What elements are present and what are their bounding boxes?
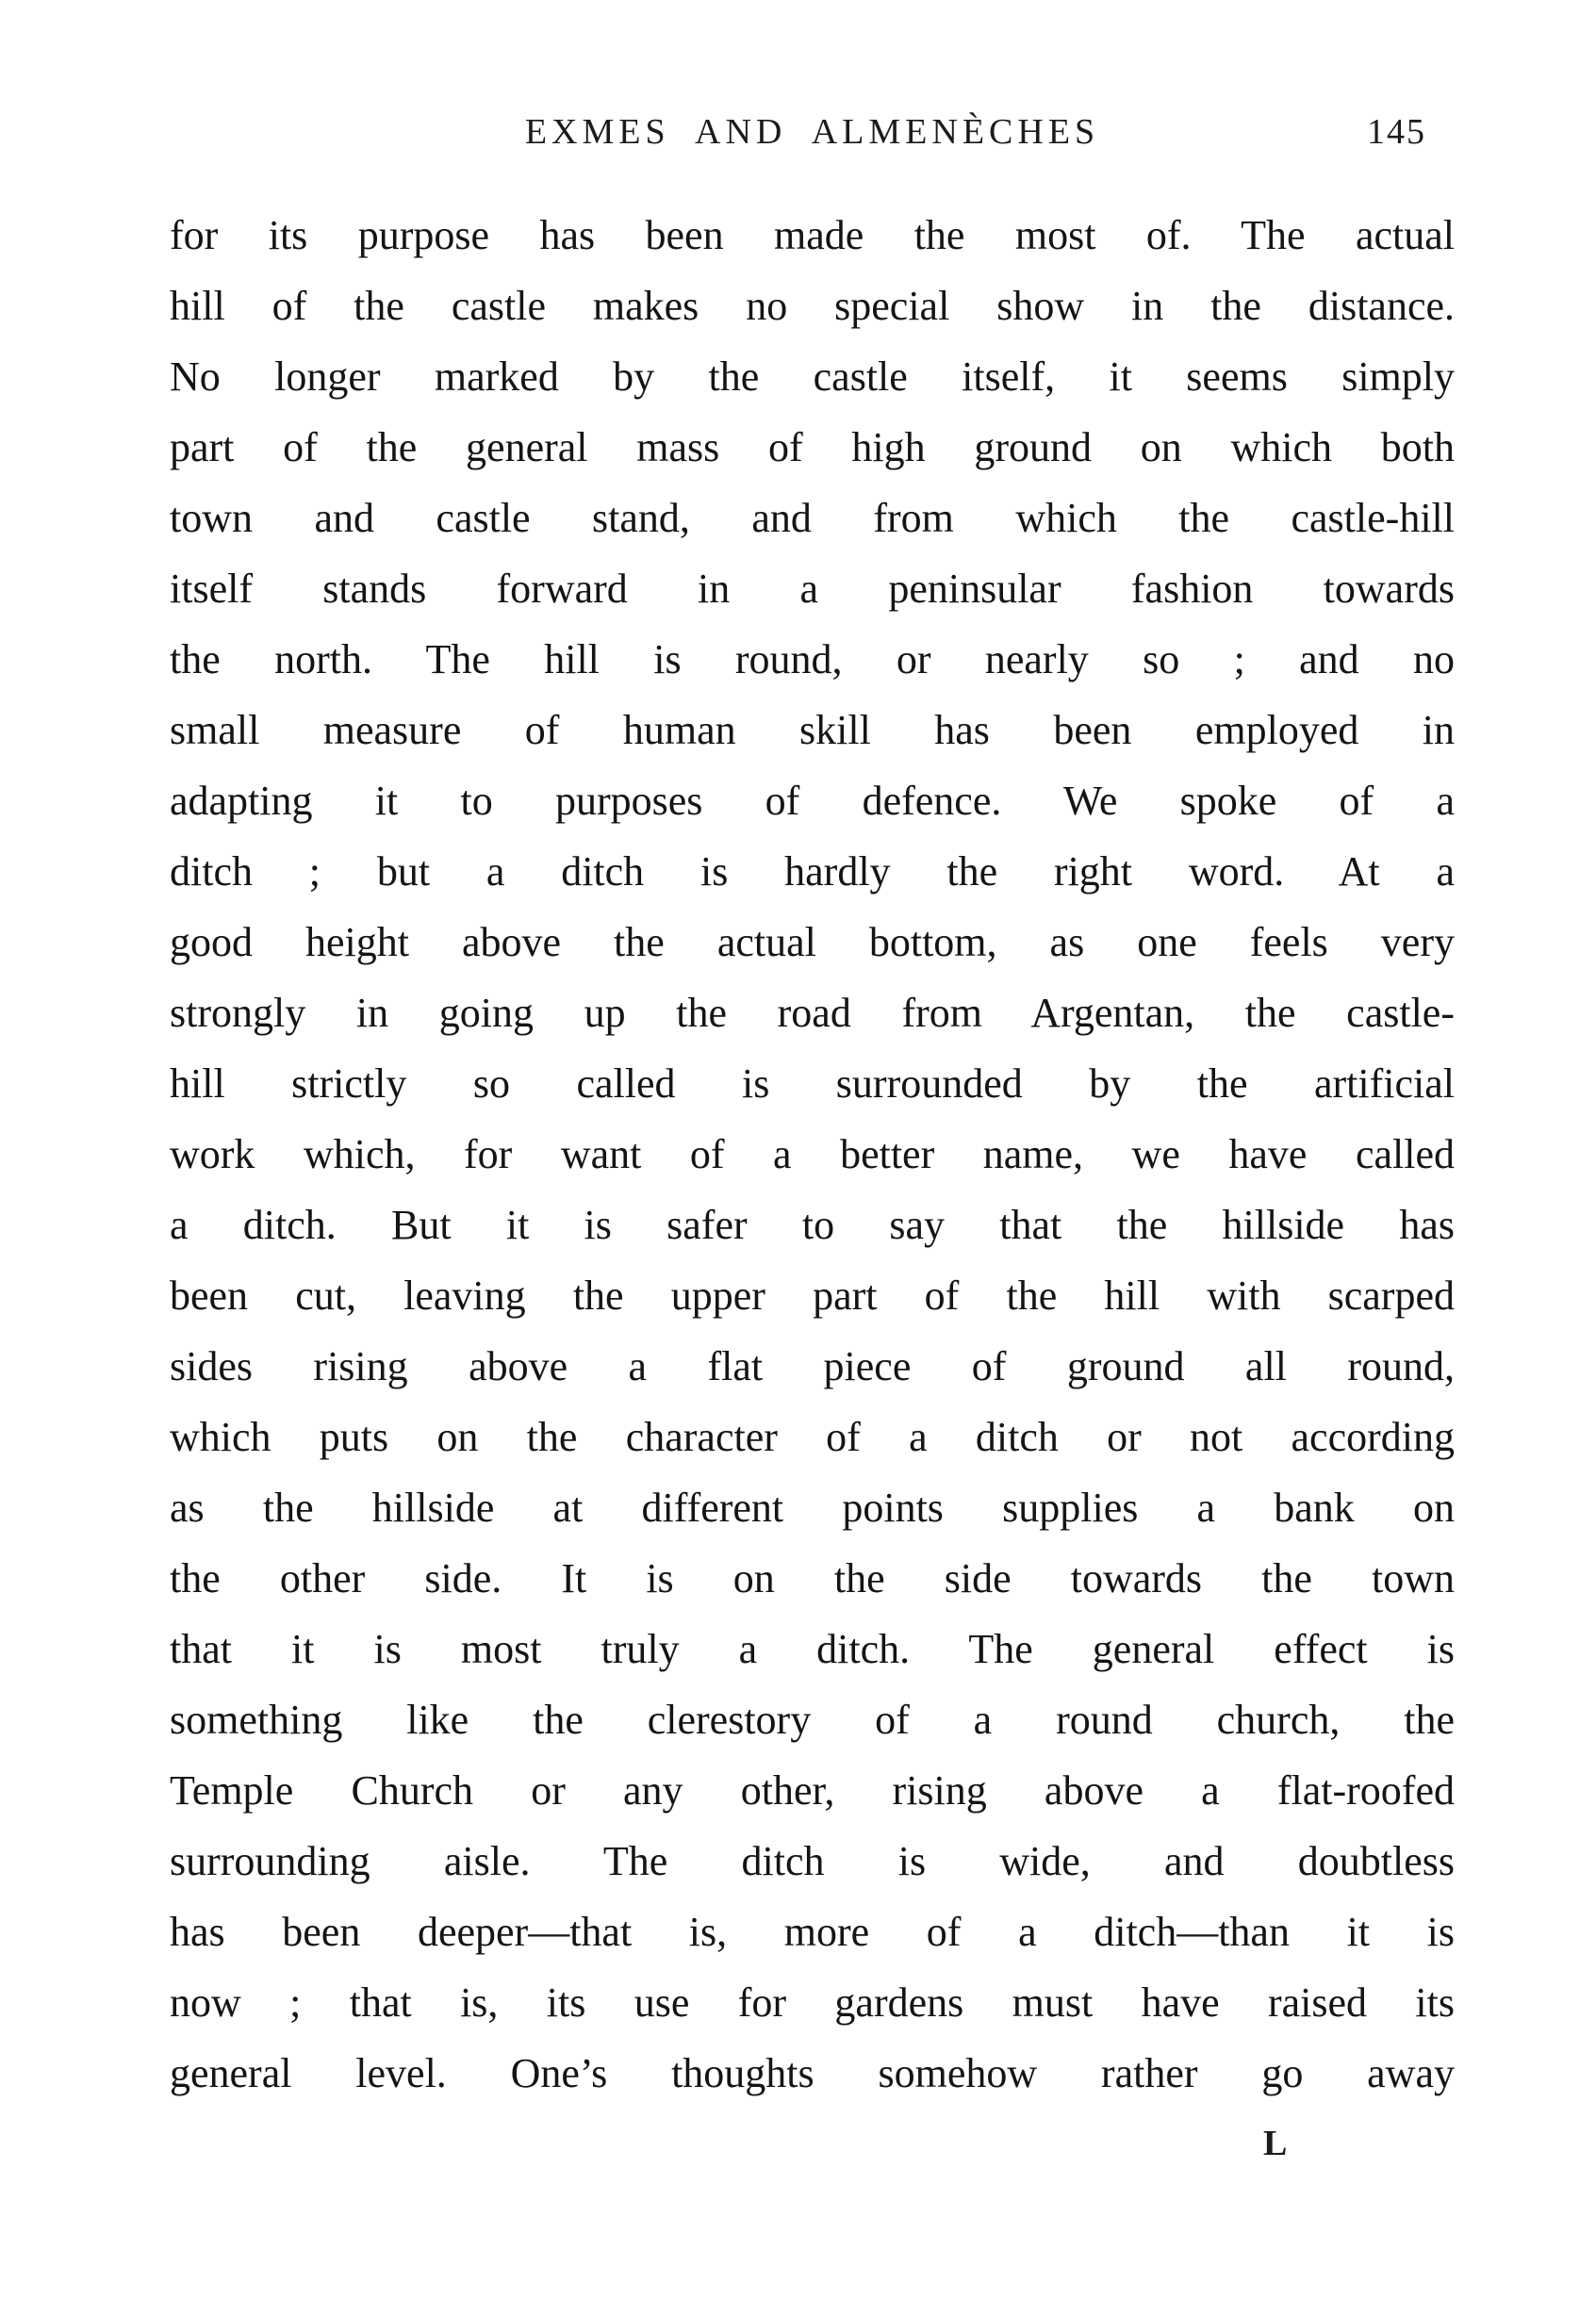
body-text [170, 200, 1455, 2109]
text-line: Temple Church or any other, rising above a flat-roofed [170, 1767, 1455, 1814]
text-line: the north. The hill is round, or nearly so ; and no [170, 636, 1455, 682]
text-line: something like the clerestory of a round church, the [170, 1697, 1455, 1743]
text-line: part of the general mass of high ground on which both [170, 424, 1455, 470]
text-line: town and castle stand, and from which the castle-hill [170, 495, 1455, 541]
text-line: surrounding aisle. The ditch is wide, and doubtless [170, 1838, 1455, 1884]
text-line: ditch ; but a ditch is hardly the right word. At a [170, 848, 1455, 895]
text-line: now ; that is, its use for gardens must have raised its [170, 1979, 1455, 2026]
text-line: a ditch. But it is safer to say that the hillside has [170, 1202, 1455, 1248]
text-line: itself stands forward in a peninsular fashion towards [170, 566, 1455, 612]
text-line: the other side. It is on the side towards the town [170, 1555, 1455, 1601]
page-header [170, 111, 1455, 160]
text-line: sides rising above a flat piece of ground all round, [170, 1343, 1455, 1389]
text-line: strongly in going up the road from Argentan, the castle- [170, 990, 1455, 1036]
text-line: which puts on the character of a ditch or not according [170, 1414, 1455, 1460]
text-line: adapting it to purposes of defence. We spoke of a [170, 778, 1455, 824]
text-line: as the hillside at different points supplies a bank on [170, 1485, 1455, 1531]
text-line: hill strictly so called is surrounded by the artificial [170, 1060, 1455, 1107]
signature-mark: L [1263, 2124, 1289, 2163]
text-line: been cut, leaving the upper part of the hill with scarped [170, 1273, 1455, 1319]
page-number: 145 [1367, 112, 1426, 152]
text-line: good height above the actual bottom, as one feels very [170, 919, 1455, 965]
text-line: small measure of human skill has been employed in [170, 707, 1455, 753]
text-line: has been deeper—that is, more of a ditch—than it is [170, 1909, 1455, 1955]
text-line: general level. One’s thoughts somehow rather go away [170, 2050, 1455, 2096]
text-line: work which, for want of a better name, we have called [170, 1131, 1455, 1177]
running-title: EXMES AND ALMENÈCHES [524, 112, 1100, 152]
text-line: No longer marked by the castle itself, it seems simply [170, 353, 1455, 400]
text-line: that it is most truly a ditch. The general effect is [170, 1626, 1455, 1672]
text-line: hill of the castle makes no special show in the distance. [170, 283, 1455, 329]
text-line: for its purpose has been made the most of. The actual [170, 212, 1455, 258]
